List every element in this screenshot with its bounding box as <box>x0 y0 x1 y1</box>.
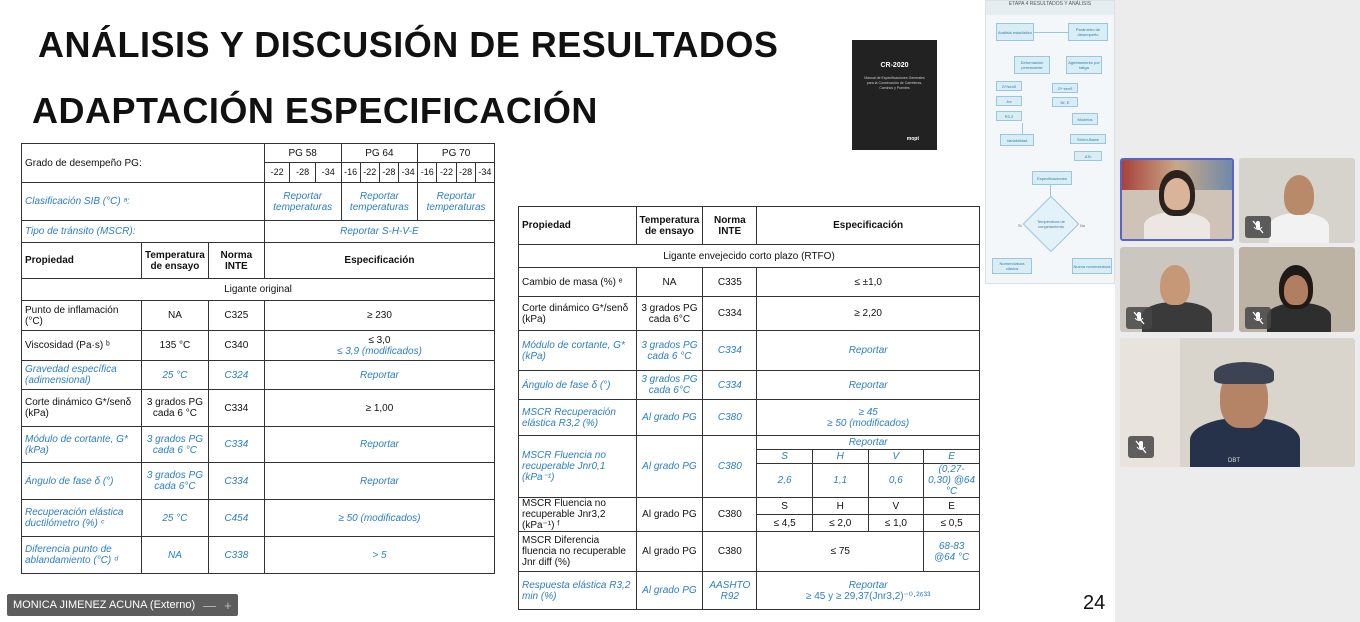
pg64-header: PG 64 <box>341 144 418 163</box>
traffic-value: 0,6 <box>868 464 924 498</box>
spec-cell: Reportar <box>757 331 980 371</box>
spec-cell: ≥ 230 <box>264 301 494 331</box>
spec-cell: ≥ 50 (modificados) <box>264 500 494 537</box>
prop-cell: MSCR Fluencia no recuperable Jnr3,2 (kPa⁻¹) ᶠ <box>519 498 637 532</box>
spec-cell-e: 68-83 @64 °C <box>924 532 980 572</box>
flow-box: Variabilidad <box>1000 134 1034 146</box>
table-row <box>519 331 980 371</box>
spec-cell: Reportar <box>264 427 494 463</box>
prop-cell: Punto de inflamación (°C) <box>22 301 142 331</box>
traffic-letter: E <box>924 498 980 515</box>
temp-cell: -22 <box>360 163 379 183</box>
slide-subtitle: ADAPTACIÓN ESPECIFICACIÓN <box>32 90 598 131</box>
spec-cell: ≤ 75 <box>757 532 924 572</box>
norma-cell: C334 <box>208 390 264 427</box>
slide-title: ANÁLISIS Y DISCUSIÓN DE RESULTADOS <box>38 24 779 65</box>
temp-cell: Al grado PG <box>636 498 703 532</box>
sib-value: Reportar temperaturas <box>341 183 418 221</box>
prop-cell: MSCR Fluencia no recuperable Jnr0,1 (kPa⁻¹) <box>519 436 637 498</box>
table-row <box>22 537 495 574</box>
spec-cell: Reportar <box>264 361 494 390</box>
methodology-flowchart <box>985 0 1115 284</box>
prop-cell: Gravedad específica (adimensional) <box>22 361 142 390</box>
spec-cell <box>757 572 980 610</box>
norma-cell: C334 <box>703 371 757 400</box>
temp-cell: -22 <box>264 163 290 183</box>
norma-cell: C325 <box>208 301 264 331</box>
page-number: 24 <box>1083 592 1106 614</box>
flow-box: G*/senδ <box>996 81 1022 91</box>
traffic-value: (0,27-0,30) @64 °C <box>924 464 980 498</box>
temp-cell: Al grado PG <box>636 400 703 436</box>
norma-cell: C338 <box>208 537 264 574</box>
col-header: Especificación <box>264 243 494 279</box>
transito-value: Reportar S-H-V-E <box>264 221 494 243</box>
table-row <box>519 572 980 610</box>
spec-table-original <box>21 143 495 574</box>
temp-cell: NA <box>142 537 209 574</box>
temp-cell: -28 <box>290 163 316 183</box>
col-header: Norma INTE <box>703 207 757 245</box>
traffic-letter: V <box>868 450 924 464</box>
temp-cell: 3 grados PG cada 6 °C <box>142 427 209 463</box>
table-row <box>519 532 980 572</box>
flow-box: Nomenclatura clásica <box>992 258 1032 274</box>
spec-cell: ≥ 1,00 <box>264 390 494 427</box>
spec-cell: ≤ ±1,0 <box>757 268 980 297</box>
temp-cell: 3 grados PG cada 6°C <box>142 463 209 500</box>
norma-cell: C380 <box>703 498 757 532</box>
video-tile-speaker[interactable] <box>1120 158 1234 241</box>
spec-line: ≤ 3,0 <box>368 334 391 346</box>
flow-box: Ström-Bawe <box>1070 134 1106 144</box>
norma-cell: C334 <box>703 331 757 371</box>
prop-cell: Respuesta elástica R3,2 min (%) <box>519 572 637 610</box>
spec-cell <box>264 331 494 361</box>
table-row <box>22 500 495 537</box>
muted-mic-icon <box>1126 307 1152 329</box>
pg70-header: PG 70 <box>418 144 495 163</box>
spec-cell: > 5 <box>264 537 494 574</box>
prop-cell: Corte dinámico G*/senδ (kPa) <box>519 297 637 331</box>
temp-cell: -22 <box>437 163 456 183</box>
flow-label-no: No <box>1080 223 1086 228</box>
flow-box: Agrietamiento por fatiga <box>1066 56 1102 74</box>
table-row <box>519 297 980 331</box>
presenter-name: MONICA JIMENEZ ACUNA (Externo) <box>13 599 196 611</box>
traffic-letter: H <box>812 450 868 464</box>
norma-cell: C334 <box>703 297 757 331</box>
norma-cell: C335 <box>703 268 757 297</box>
col-header: Propiedad <box>22 243 142 279</box>
mopt-logo: mopt <box>906 136 919 142</box>
temp-cell: 3 grados PG cada 6 °C <box>142 390 209 427</box>
norma-cell: AASHTO R92 <box>703 572 757 610</box>
flow-box: Análisis estadístico <box>996 23 1034 41</box>
norma-cell: C380 <box>703 400 757 436</box>
spec-cell: Reportar <box>757 371 980 400</box>
temp-cell: 3 grados PG cada 6°C <box>636 297 703 331</box>
traffic-letter: E <box>924 450 980 464</box>
temp-cell: 25 °C <box>142 500 209 537</box>
table-row <box>22 463 495 500</box>
traffic-value: ≤ 4,5 <box>757 515 813 532</box>
table-row <box>519 498 980 515</box>
traffic-letter: S <box>757 498 813 515</box>
prop-cell: Módulo de cortante, G* (kPa) <box>22 427 142 463</box>
temp-cell: -28 <box>379 163 398 183</box>
transito-label: Tipo de tránsito (MSCR): <box>22 221 265 243</box>
temp-cell: 3 grados PG cada 6°C <box>636 371 703 400</box>
prop-cell: Ángulo de fase δ (°) <box>22 463 142 500</box>
temp-cell: 25 °C <box>142 361 209 390</box>
cover-title: CR-2020 <box>880 62 909 69</box>
pg58-header: PG 58 <box>264 144 341 163</box>
temp-cell: -34 <box>399 163 418 183</box>
video-tile[interactable] <box>1239 247 1355 332</box>
traffic-letter: S <box>757 450 813 464</box>
prop-cell: Recuperación elástica ductilómetro (%) ᶜ <box>22 500 142 537</box>
col-header: Norma INTE <box>208 243 264 279</box>
norma-cell: C380 <box>703 532 757 572</box>
spec-line: Reportar <box>848 579 888 591</box>
norma-cell: C340 <box>208 331 264 361</box>
prop-cell: Ángulo de fase δ (°) <box>519 371 637 400</box>
flow-label-si: Si <box>1018 223 1022 228</box>
muted-mic-icon <box>1245 307 1271 329</box>
spec-cell: ≥ 2,20 <box>757 297 980 331</box>
spec-cell: Reportar <box>757 436 980 450</box>
table-row <box>22 301 495 331</box>
minimize-icon[interactable]: — <box>203 597 217 613</box>
norma-cell: C454 <box>208 500 264 537</box>
video-tile[interactable] <box>1120 247 1234 332</box>
prop-cell: Diferencia punto de ablandamiento (°C) ᵈ <box>22 537 142 574</box>
col-header: Especificación <box>757 207 980 245</box>
norma-cell: C334 <box>208 427 264 463</box>
traffic-value: ≤ 0,5 <box>924 515 980 532</box>
table-row <box>22 361 495 390</box>
spec-line-modified: ≤ 3,9 (modificados) <box>336 345 422 357</box>
flow-box: Deformación permanente <box>1014 56 1050 74</box>
table-row <box>22 390 495 427</box>
traffic-value: 1,1 <box>812 464 868 498</box>
temp-cell: NA <box>142 301 209 331</box>
flowchart-header: ETAPA 4 RESULTADOS Y ANÁLISIS <box>986 1 1114 15</box>
spec-cell <box>757 400 980 436</box>
temp-cell: -16 <box>418 163 437 183</box>
col-header: Temperatura de ensayo <box>142 243 209 279</box>
flow-box: G*·senδ <box>1052 83 1078 93</box>
sib-label: Clasificación SIB (°C) ᵃ: <box>22 183 265 221</box>
prop-cell: Cambio de masa (%) ᵉ <box>519 268 637 297</box>
temp-cell: Al grado PG <box>636 572 703 610</box>
flow-box: Modelos <box>1072 113 1098 125</box>
prop-cell: Corte dinámico G*/senδ (kPa) <box>22 390 142 427</box>
shirt-logo: DBT <box>1228 458 1240 464</box>
table-row <box>519 436 980 450</box>
traffic-value: ≤ 1,0 <box>868 515 924 532</box>
norma-cell: C324 <box>208 361 264 390</box>
table-row <box>519 400 980 436</box>
decision-text: Temperatura de congelamiento <box>1036 219 1065 229</box>
table-row <box>22 331 495 361</box>
video-tile[interactable] <box>1120 338 1355 467</box>
spec-line-modified: ≥ 50 (modificados) <box>827 417 910 429</box>
temp-cell: -16 <box>341 163 360 183</box>
temp-cell: -34 <box>315 163 341 183</box>
traffic-letter: V <box>868 498 924 515</box>
temp-cell: NA <box>636 268 703 297</box>
spec-line: ≥ 45 <box>858 406 878 418</box>
prop-cell: Módulo de cortante, G* (kPa) <box>519 331 637 371</box>
prop-cell: MSCR Recuperación elástica R3,2 (%) <box>519 400 637 436</box>
flow-box: ΔTc <box>1074 151 1102 161</box>
spec-cell: Reportar <box>264 463 494 500</box>
cover-subtitle: Manual de Especificaciones Generales para la Construcción de Carreteras, Caminos y Puentes <box>864 76 925 90</box>
flow-box: R3.2 <box>996 111 1022 121</box>
sib-value: Reportar temperaturas <box>418 183 495 221</box>
norma-cell: C334 <box>208 463 264 500</box>
flow-box: Especificaciones <box>1032 171 1072 185</box>
section-header: Ligante envejecido corto plazo (RTFO) <box>519 245 980 268</box>
prop-cell: Viscosidad (Pa·s) ᵇ <box>22 331 142 361</box>
norma-cell: C380 <box>703 436 757 498</box>
flow-box: Nf, E <box>1052 97 1078 107</box>
grado-label: Grado de desempeño PG: <box>22 144 265 183</box>
sib-value: Reportar temperaturas <box>264 183 341 221</box>
traffic-letter: H <box>812 498 868 515</box>
manual-cover-image <box>852 40 937 150</box>
temp-cell: 3 grados PG cada 6 °C <box>636 331 703 371</box>
table-row <box>22 427 495 463</box>
video-gallery-panel <box>1115 0 1360 622</box>
temp-cell: 135 °C <box>142 331 209 361</box>
table-row <box>519 371 980 400</box>
traffic-value: ≤ 2,0 <box>812 515 868 532</box>
add-icon[interactable]: + <box>224 597 232 613</box>
temp-cell: -28 <box>456 163 475 183</box>
col-header: Propiedad <box>519 207 637 245</box>
col-header: Temperatura de ensayo <box>636 207 703 245</box>
presenter-name-tag[interactable] <box>7 594 238 616</box>
muted-mic-icon <box>1128 436 1154 458</box>
section-header: Ligante original <box>22 279 495 301</box>
table-row <box>519 268 980 297</box>
muted-mic-icon <box>1245 216 1271 238</box>
traffic-value: 2,6 <box>757 464 813 498</box>
temp-cell: -34 <box>475 163 494 183</box>
video-tile[interactable] <box>1239 158 1355 243</box>
flow-box: Parámetro de desempeño <box>1068 23 1108 41</box>
temp-cell: Al grado PG <box>636 436 703 498</box>
flow-box: Nueva nomenclatura <box>1072 258 1112 274</box>
temp-cell: Al grado PG <box>636 532 703 572</box>
spec-line-formula: ≥ 45 y ≥ 29,37(Jnr3,2)⁻⁰·²⁶³³ <box>805 590 931 602</box>
prop-cell: MSCR Diferencia fluencia no recuperable Jnr diff (%) <box>519 532 637 572</box>
spec-table-rtfo <box>518 206 980 610</box>
flow-box: Jnr <box>996 96 1022 106</box>
